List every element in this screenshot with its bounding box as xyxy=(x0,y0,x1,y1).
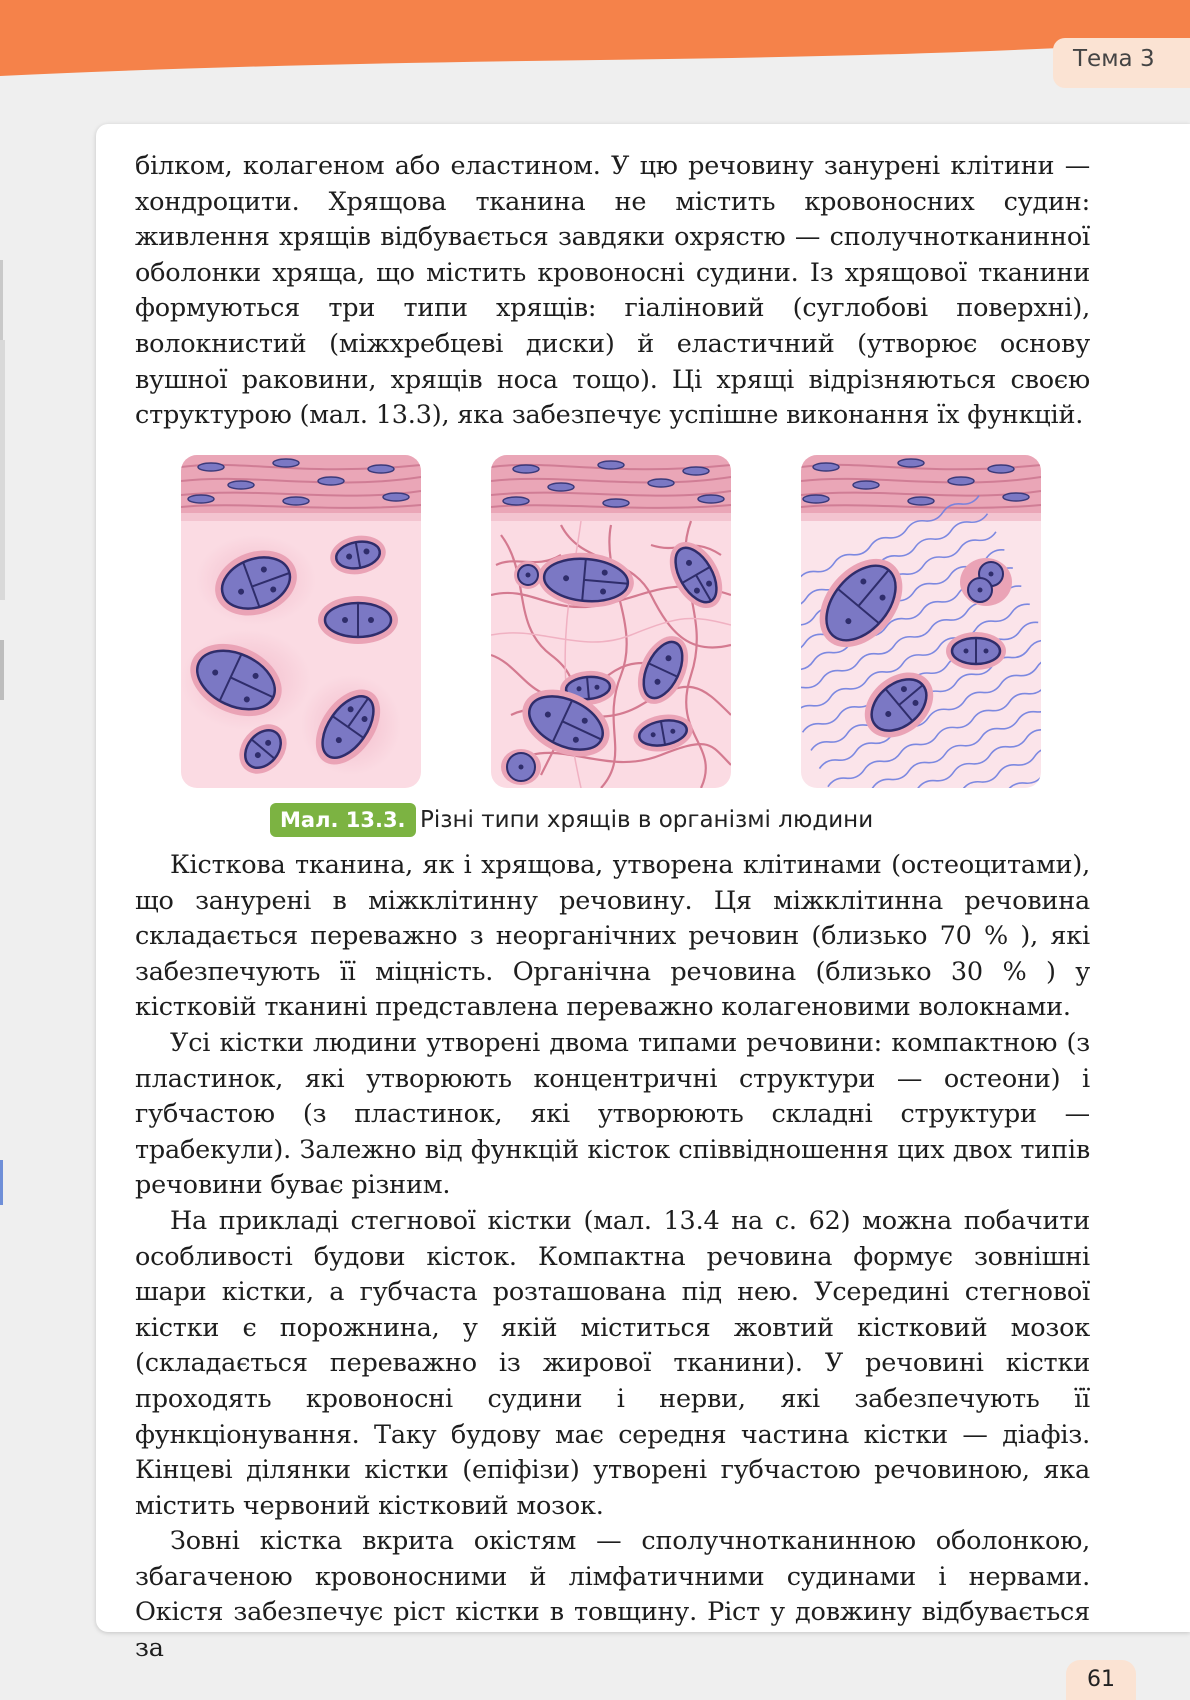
paragraph: білком, колагеном або еластином. У цю речовину занурені клітини — хондроцити. Хрящова тканина не містить кровоносних судин: живлення хрящів відбувається завдяки охрястю — сполучнотканинної оболонки хряща, що містить кровоносні судини. Із хрящової тканини формуються три типи хрящів: гіаліновий (суглобові поверхні), волокнистий (міжхребцеві диски) й еластичний (утворює основу вушної раковини, хрящів носа тощо). Ці хрящі відрізняються своєю структурою (мал. 13.3), яка забезпечує успішне виконання їх функцій. xyxy=(135,151,1090,431)
hyaline-cartilage-illustration xyxy=(181,455,421,788)
paragraph: Усі кістки людини утворені двома типами речовини: компактною (з пластинок, які утворюють концентричні структури — остеони) і губчастою (з пластинок, які утворюють складні структури — трабекули). Залежно від функцій кісток співвідношення цих двох типів речовини буває різним. xyxy=(135,1027,1090,1201)
figure-caption: Різні типи хрящів в організмі людини xyxy=(420,807,874,833)
body-text-bottom xyxy=(135,848,1090,1667)
body-text-top xyxy=(135,149,1090,434)
figure-label: Мал. 13.3. xyxy=(270,803,416,837)
paragraph: Кісткова тканина, як і хрящова, утворена клітинами (остеоцитами), що занурені в міжклітинну речовину. Ця міжклітинна речовина складається переважно з неорганічних речовин (близько 70 % ), які забезпечують її міцність. Органічна речовина (близько 30 % ) у кістковій тканині представлена переважно колагеновими волокнами. xyxy=(135,850,1090,1023)
page-edge-marks xyxy=(0,0,10,1683)
elastic-cartilage-illustration xyxy=(801,455,1041,788)
page-number: 61 xyxy=(1066,1660,1136,1700)
cartilage-figure xyxy=(181,455,1041,788)
theme-tab: Тема 3 xyxy=(1053,38,1190,88)
paragraph: На прикладі стегнової кістки (мал. 13.4 на с. 62) можна побачити особливості будови кісток. Компактна речовина формує зовнішні шари кістки, а губчаста розташована під нею. Усередині стегнової кістки є порожнина, у якій міститься жовтий кістковий мозок (складається переважно із жирової тканини). У речовині кістки проходять кровоносні судини і нерви, які забезпечують її функціонування. Таку будову має середня частина кістки — діафіз. Кінцеві ділянки кістки (епіфізи) утворені губчастою речовиною, яка містить червоний кістковий мозок. xyxy=(135,1205,1090,1521)
fibrous-cartilage-illustration xyxy=(491,455,731,788)
paragraph: Зовні кістка вкрита окістям — сполучнотканинною оболонкою, збагаченою кровоносними й лімфатичними судинами і нервами. Окістя забезпечує ріст кістки в товщину. Ріст у довжину відбувається за xyxy=(135,1526,1090,1664)
top-banner xyxy=(0,0,1190,80)
